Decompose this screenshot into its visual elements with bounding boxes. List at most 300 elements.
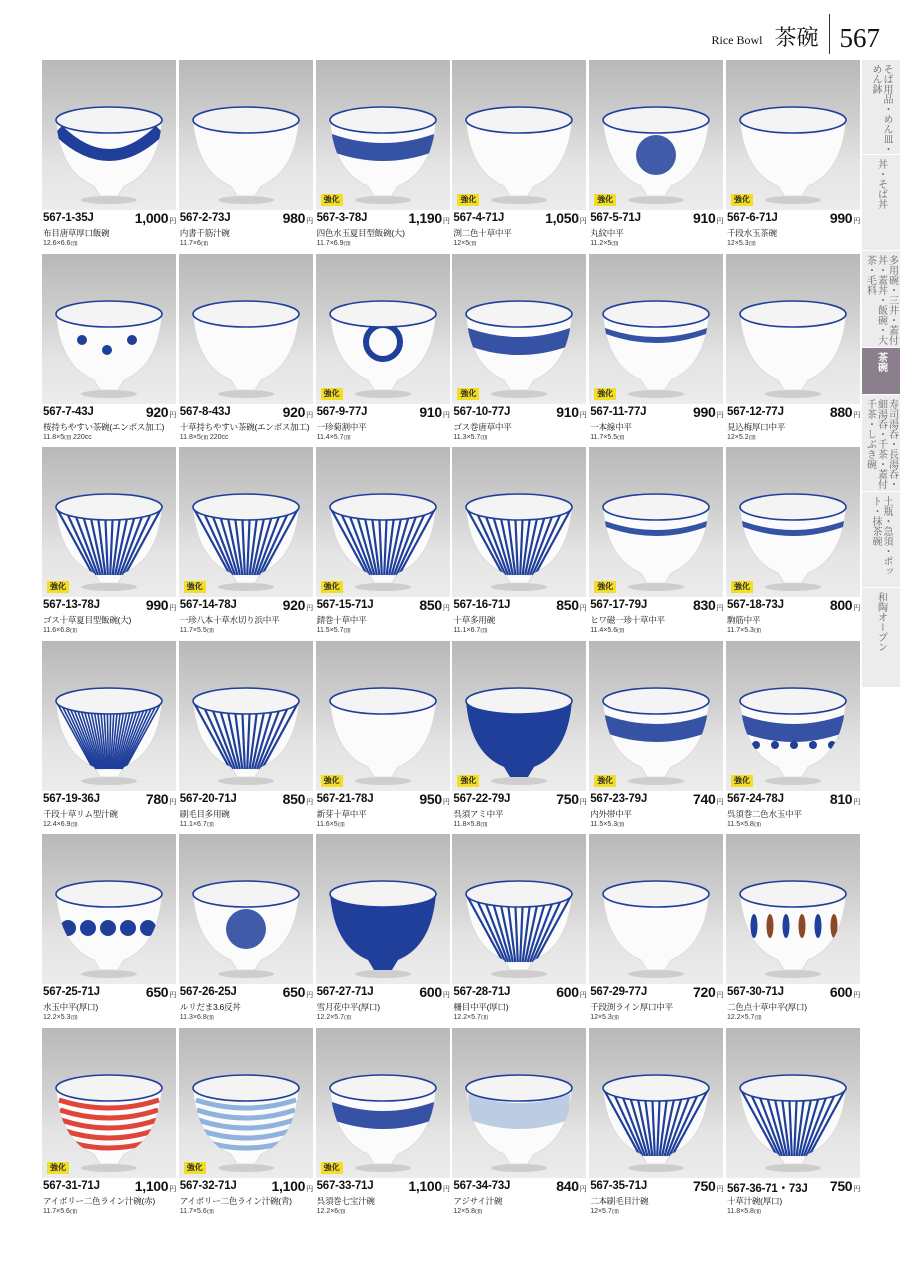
yen-unit: 円 <box>442 798 450 806</box>
price-value: 1,100 <box>408 1177 442 1194</box>
bowl-illustration <box>316 447 450 597</box>
product-code: 567-2-73J <box>179 212 231 224</box>
product-size: 11.7×5.6㎝ <box>179 1207 214 1215</box>
product-photo <box>316 834 450 984</box>
yen-unit: 円 <box>579 218 587 225</box>
product-photo <box>42 447 176 597</box>
price-value: 650 <box>282 984 306 1000</box>
product-code: 567-6-71J <box>727 212 778 224</box>
bowl-illustration <box>179 447 313 597</box>
price-value: 910 <box>693 210 716 226</box>
yen-unit: 円 <box>579 1185 587 1193</box>
product-photo <box>589 447 723 597</box>
product-size: 11.1×6.7㎝ <box>453 627 488 634</box>
product-price <box>545 210 586 226</box>
product-card[interactable] <box>452 447 586 637</box>
reinforced-badge: 強化 <box>594 388 616 400</box>
product-photo <box>589 641 723 791</box>
price-value: 600 <box>556 984 579 1000</box>
product-name: 一珍菊割中平 <box>316 421 367 432</box>
product-size: 11.3×6.8㎝ <box>179 1014 214 1021</box>
yen-unit: 円 <box>853 605 860 612</box>
reinforced-badge: 強化 <box>731 581 753 593</box>
header-divider <box>829 14 830 54</box>
product-name: 千段十草リム型汁碗 <box>43 808 118 819</box>
price-value: 780 <box>145 790 169 807</box>
product-size: 12.2×5.3㎝ <box>43 1014 78 1021</box>
price-value: 910 <box>419 403 442 420</box>
price-value: 850 <box>282 790 306 807</box>
product-code: 567-29-77J <box>590 986 648 998</box>
yen-unit: 円 <box>306 992 313 999</box>
product-code: 567-15-71J <box>316 599 374 611</box>
product-code: 567-24-78J <box>727 792 784 805</box>
product-photo <box>42 1028 176 1178</box>
product-photo <box>726 60 860 210</box>
bowl-illustration <box>42 1028 176 1178</box>
product-code: 567-1-35J <box>43 212 94 224</box>
yen-unit: 円 <box>853 411 860 419</box>
product-card[interactable] <box>316 1028 450 1218</box>
price-value: 1,050 <box>545 210 579 226</box>
product-code: 567-13-78J <box>43 599 100 611</box>
product-card[interactable] <box>42 1028 176 1218</box>
product-card[interactable] <box>726 1028 860 1218</box>
product-card[interactable] <box>589 254 723 444</box>
bowl-illustration <box>452 254 586 404</box>
product-price <box>556 1178 586 1194</box>
yen-unit: 円 <box>169 218 176 225</box>
product-price <box>283 984 313 1000</box>
product-photo <box>726 1028 860 1178</box>
header-japanese-title: 茶碗 <box>774 26 819 51</box>
product-photo <box>42 834 176 984</box>
product-price <box>556 597 586 613</box>
product-name: 錆巻十草中平 <box>316 615 367 625</box>
side-tab[interactable] <box>862 251 900 348</box>
product-photo <box>179 1028 313 1178</box>
product-size: 11.5×5.8㎝ <box>727 820 761 828</box>
reinforced-badge: 強化 <box>321 388 343 400</box>
product-code: 567-31-71J <box>43 1179 100 1192</box>
product-code: 567-3-78J <box>316 212 368 224</box>
bowl-illustration <box>452 447 586 597</box>
product-name: ルリだま3.6反丼 <box>179 1002 241 1012</box>
product-photo <box>42 60 176 210</box>
product-card[interactable] <box>452 641 586 831</box>
product-code: 567-22-79J <box>453 792 511 805</box>
product-price <box>693 597 723 613</box>
product-photo <box>452 254 586 404</box>
product-card[interactable] <box>179 60 313 250</box>
product-card[interactable] <box>726 834 860 1024</box>
price-value: 720 <box>693 984 716 1000</box>
product-card[interactable] <box>452 60 586 250</box>
product-photo <box>726 834 860 984</box>
bowl-illustration <box>726 254 860 404</box>
product-grid <box>42 60 858 1220</box>
product-name: ゴス十草夏目型飯碗(大) <box>43 615 132 625</box>
product-code: 567-35-71J <box>590 1179 648 1192</box>
product-size: 11.6×6.8㎝ <box>43 627 77 634</box>
product-name: 雪月花中平(厚口) <box>316 1002 380 1012</box>
product-name: ゴス巻唐草中平 <box>453 421 512 432</box>
bowl-illustration <box>179 254 313 404</box>
bowl-illustration <box>589 60 723 210</box>
bowl-illustration <box>726 834 860 984</box>
price-value: 750 <box>556 790 579 807</box>
price-value: 830 <box>693 597 716 613</box>
product-code: 567-20-71J <box>179 792 237 805</box>
product-price <box>135 1178 176 1194</box>
bowl-illustration <box>42 254 176 404</box>
yen-unit: 円 <box>169 411 176 419</box>
product-card[interactable] <box>452 1028 586 1218</box>
product-price <box>556 791 586 807</box>
product-price <box>556 984 586 1000</box>
product-card[interactable] <box>179 834 313 1024</box>
product-card[interactable] <box>726 60 860 250</box>
bowl-illustration <box>726 447 860 597</box>
product-photo <box>42 641 176 791</box>
bowl-illustration <box>179 1028 313 1178</box>
side-tab-label: そば用品・めん皿・めん鉢 <box>870 64 892 154</box>
reinforced-badge: 強化 <box>321 194 343 206</box>
price-value: 980 <box>282 210 306 226</box>
product-code: 567-4-71J <box>453 212 505 224</box>
product-code: 567-18-73J <box>727 599 784 611</box>
yen-unit: 円 <box>442 605 450 612</box>
product-size: 12×5.3㎝ <box>727 240 756 247</box>
yen-unit: 円 <box>716 605 724 612</box>
bowl-illustration <box>42 834 176 984</box>
price-value: 600 <box>419 984 442 1000</box>
bowl-illustration <box>179 641 313 791</box>
product-price <box>830 1178 860 1194</box>
product-photo <box>316 641 450 791</box>
product-size: 11.5×5.7㎝ <box>316 627 351 634</box>
product-name: 駒筋中平 <box>727 615 761 625</box>
yen-unit: 円 <box>442 218 450 225</box>
price-value: 650 <box>145 984 169 1000</box>
reinforced-badge: 強化 <box>731 775 753 787</box>
bowl-illustration <box>42 641 176 791</box>
product-name: 千段渕ライン厚口中平 <box>590 1002 673 1012</box>
product-card[interactable] <box>589 834 723 1024</box>
bowl-illustration <box>316 641 450 791</box>
product-name: 呉須巻二色水玉中平 <box>727 808 802 819</box>
product-name: 十草多用碗 <box>453 615 495 625</box>
product-card[interactable] <box>42 447 176 637</box>
product-photo <box>452 834 586 984</box>
reinforced-badge: 強化 <box>457 775 479 787</box>
product-code: 567-19-36J <box>43 792 100 805</box>
product-name: 桜持ちやすい茶碗(エンボス加工) <box>43 421 165 432</box>
product-card[interactable] <box>726 254 860 444</box>
price-value: 850 <box>419 597 442 613</box>
product-price <box>830 984 860 1000</box>
price-value: 1,100 <box>134 1177 169 1194</box>
product-name: 呉須巻七宝汁碗 <box>316 1195 375 1206</box>
product-size: 11.8×5.8㎝ <box>453 820 488 828</box>
bowl-illustration <box>452 834 586 984</box>
product-photo <box>179 254 313 404</box>
product-code: 567-21-78J <box>316 792 374 805</box>
product-photo <box>179 447 313 597</box>
reinforced-badge: 強化 <box>594 194 616 206</box>
product-photo <box>316 254 450 404</box>
product-name: 見込梅厚口中平 <box>727 421 786 432</box>
side-tab-label: 寿司湯呑・長湯呑・細湯呑・千茶・蓋付千茶・しぶき碗 <box>864 399 898 489</box>
product-photo <box>726 447 860 597</box>
price-value: 920 <box>282 597 306 613</box>
product-price <box>135 210 176 226</box>
product-card[interactable] <box>316 834 450 1024</box>
product-card[interactable] <box>589 447 723 637</box>
product-price <box>693 791 723 807</box>
yen-unit: 円 <box>306 411 313 419</box>
yen-unit: 円 <box>716 218 724 225</box>
product-code: 567-36-71・73J <box>727 1182 808 1195</box>
product-price <box>419 984 449 1000</box>
price-value: 1,190 <box>408 210 442 226</box>
bowl-illustration <box>452 641 586 791</box>
product-size: 11.3×5.7㎝ <box>453 433 488 441</box>
price-value: 990 <box>829 210 853 226</box>
price-value: 810 <box>829 790 853 807</box>
reinforced-badge: 強化 <box>47 1162 69 1174</box>
product-size: 11.7×5.5㎝ <box>179 627 214 634</box>
price-value: 950 <box>419 790 442 807</box>
product-name: アイボリー二色ライン汁碗(赤) <box>43 1195 155 1206</box>
product-size: 11.4×5.7㎝ <box>316 433 351 441</box>
price-value: 1,000 <box>134 210 169 226</box>
product-code: 567-28-71J <box>453 986 511 998</box>
yen-unit: 円 <box>716 798 724 806</box>
price-value: 750 <box>829 1177 853 1194</box>
bowl-illustration <box>726 641 860 791</box>
product-photo <box>179 641 313 791</box>
yen-unit: 円 <box>306 218 313 225</box>
product-card[interactable] <box>589 641 723 831</box>
yen-unit: 円 <box>853 1185 860 1193</box>
product-price <box>272 1178 313 1194</box>
product-card[interactable] <box>726 641 860 831</box>
product-photo <box>726 254 860 404</box>
product-size: 12×5.7㎝ <box>590 1207 619 1215</box>
product-card[interactable] <box>726 447 860 637</box>
yen-unit: 円 <box>442 411 450 419</box>
price-value: 800 <box>829 597 853 613</box>
product-photo <box>316 60 450 210</box>
yen-unit: 円 <box>579 992 587 999</box>
price-value: 740 <box>693 790 716 807</box>
product-code: 567-27-71J <box>316 986 374 998</box>
side-tab-label: 和陶オープン <box>875 592 887 652</box>
product-photo <box>179 60 313 210</box>
product-price <box>419 404 449 420</box>
product-card[interactable] <box>42 60 176 250</box>
bowl-illustration <box>726 1028 860 1178</box>
bowl-illustration <box>589 254 723 404</box>
product-card[interactable] <box>316 60 450 250</box>
product-card[interactable] <box>589 1028 723 1218</box>
product-card[interactable] <box>452 834 586 1024</box>
product-code: 567-9-77J <box>316 405 368 418</box>
product-code: 567-12-77J <box>727 405 784 418</box>
price-value: 920 <box>282 403 306 420</box>
bowl-illustration <box>316 254 450 404</box>
side-tab-label: 土瓶・急須・ポット・抹茶碗 <box>870 496 892 576</box>
product-code: 567-11-77J <box>590 405 647 418</box>
product-photo <box>589 60 723 210</box>
yen-unit: 円 <box>853 218 860 225</box>
page-header <box>711 20 880 54</box>
price-value: 990 <box>145 597 169 613</box>
bowl-illustration <box>452 1028 586 1178</box>
side-tab[interactable] <box>862 348 900 395</box>
product-name: 渕二色十草中平 <box>453 228 512 238</box>
side-tab[interactable] <box>862 588 900 688</box>
product-price <box>830 597 860 613</box>
product-name: 水玉中平(厚口) <box>43 1002 98 1012</box>
yen-unit: 円 <box>169 605 176 612</box>
yen-unit: 円 <box>579 411 587 419</box>
product-price <box>830 210 860 226</box>
product-card[interactable] <box>589 60 723 250</box>
product-card[interactable] <box>452 254 586 444</box>
product-price <box>408 1178 449 1194</box>
product-card[interactable] <box>42 254 176 444</box>
product-price <box>283 597 313 613</box>
product-price <box>693 984 723 1000</box>
product-size: 12×5.2㎝ <box>727 433 756 441</box>
side-tab[interactable] <box>862 492 900 588</box>
product-photo <box>179 834 313 984</box>
product-size: 12.4×6.9㎝ <box>43 820 78 828</box>
product-card[interactable] <box>179 641 313 831</box>
price-value: 880 <box>829 403 853 420</box>
product-price <box>146 791 176 807</box>
product-card[interactable] <box>316 254 450 444</box>
product-photo <box>589 1028 723 1178</box>
product-name: 十草汁碗(厚口) <box>727 1195 782 1206</box>
side-tab[interactable] <box>862 60 900 155</box>
product-name: 二色点十草中平(厚口) <box>727 1002 807 1012</box>
product-card[interactable] <box>42 834 176 1024</box>
product-size: 11.8×5㎝ 220cc <box>179 433 229 441</box>
yen-unit: 円 <box>442 992 450 999</box>
reinforced-badge: 強化 <box>731 194 753 206</box>
product-code: 567-16-71J <box>453 599 511 611</box>
product-name: 刷毛目多用碗 <box>179 808 230 819</box>
product-price <box>693 210 723 226</box>
product-size: 12×5.3㎝ <box>590 1014 619 1021</box>
yen-unit: 円 <box>306 605 313 612</box>
product-card[interactable] <box>316 641 450 831</box>
yen-unit: 円 <box>716 992 724 999</box>
product-price <box>556 404 586 420</box>
product-name: 呉須アミ中平 <box>453 808 504 819</box>
yen-unit: 円 <box>169 992 176 999</box>
product-code: 567-10-77J <box>453 405 511 418</box>
product-size: 11.6×5㎝ <box>316 820 345 828</box>
bowl-illustration <box>316 60 450 210</box>
product-card[interactable] <box>316 447 450 637</box>
product-card[interactable] <box>179 1028 313 1218</box>
product-code: 567-7-43J <box>43 405 94 418</box>
product-name: 柵目中平(厚口) <box>453 1002 509 1012</box>
product-photo <box>316 1028 450 1178</box>
yen-unit: 円 <box>853 992 860 999</box>
bowl-illustration <box>42 447 176 597</box>
price-value: 600 <box>829 984 853 1000</box>
yen-unit: 円 <box>306 1185 313 1193</box>
price-value: 990 <box>693 403 716 420</box>
product-code: 567-23-79J <box>590 792 648 805</box>
side-tab-label: 多用碗・三井・蓋付丼・蓋丼・飯碗・大茶・毛料 <box>864 255 898 345</box>
reinforced-badge: 強化 <box>321 1162 343 1174</box>
product-card[interactable] <box>179 447 313 637</box>
bowl-illustration <box>42 60 176 210</box>
product-name: 一本線中平 <box>590 421 632 432</box>
price-value: 1,100 <box>271 1177 306 1194</box>
reinforced-badge: 強化 <box>184 581 206 593</box>
reinforced-badge: 強化 <box>457 194 479 206</box>
price-value: 840 <box>556 1177 579 1194</box>
product-size: 12.2×5.7㎝ <box>727 1014 762 1021</box>
yen-unit: 円 <box>169 1185 176 1193</box>
reinforced-badge: 強化 <box>457 388 479 400</box>
price-value: 750 <box>693 1177 716 1194</box>
product-photo <box>452 641 586 791</box>
yen-unit: 円 <box>169 798 176 806</box>
product-name: 二本刷毛目汁碗 <box>590 1195 649 1206</box>
product-card[interactable] <box>42 641 176 831</box>
product-name: 四色水玉夏目型飯碗(大) <box>316 228 405 238</box>
product-name: アジサイ汁碗 <box>453 1195 503 1206</box>
product-code: 567-5-71J <box>590 212 641 224</box>
product-size: 11.7×5.3㎝ <box>727 627 761 634</box>
product-price <box>408 210 449 226</box>
product-size: 11.1×6.7㎝ <box>179 820 214 828</box>
product-price <box>283 791 313 807</box>
price-value: 850 <box>556 597 579 613</box>
product-code: 567-34-73J <box>453 1179 511 1192</box>
product-photo <box>316 447 450 597</box>
product-size: 12.2×6㎝ <box>316 1207 346 1215</box>
product-size: 12×5.8㎝ <box>453 1207 482 1215</box>
side-tab[interactable] <box>862 395 900 492</box>
product-name: 十草持ちやすい茶碗(エンボス加工) <box>179 421 310 432</box>
product-photo <box>452 60 586 210</box>
side-index-tabs <box>862 60 900 760</box>
product-size: 11.7×5.6㎝ <box>43 1207 77 1215</box>
yen-unit: 円 <box>442 1185 450 1193</box>
product-photo <box>726 641 860 791</box>
product-name: 新芽十草中平 <box>316 808 367 819</box>
product-name: ヒワ磁一珍十草中平 <box>590 615 665 625</box>
product-size: 11.8×5.8㎝ <box>727 1207 761 1215</box>
bowl-illustration <box>589 1028 723 1178</box>
product-card[interactable] <box>179 254 313 444</box>
bowl-illustration <box>726 60 860 210</box>
yen-unit: 円 <box>579 605 587 612</box>
side-tab[interactable] <box>862 155 900 251</box>
reinforced-badge: 強化 <box>594 775 616 787</box>
price-value: 910 <box>556 403 579 420</box>
yen-unit: 円 <box>716 1185 724 1193</box>
